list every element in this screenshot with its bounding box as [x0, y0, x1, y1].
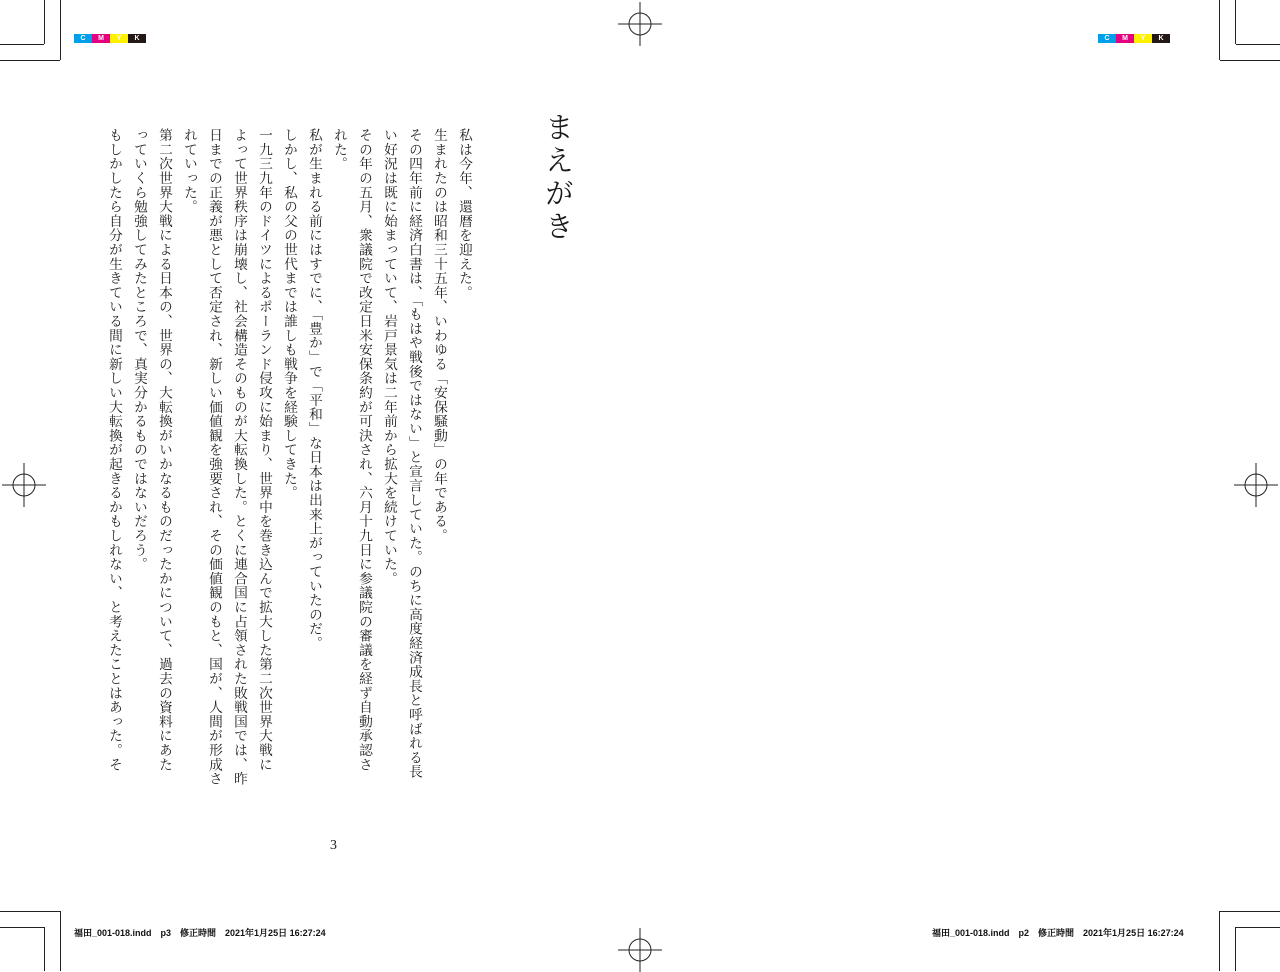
crop-mark: [0, 44, 44, 45]
registration-mark-icon: [1234, 463, 1278, 507]
cmyk-black: K: [128, 34, 146, 43]
crop-mark: [1235, 0, 1236, 44]
cmyk-yellow: Y: [1134, 34, 1152, 43]
cmyk-black: K: [1152, 34, 1170, 43]
cmyk-color-bar: [74, 34, 146, 43]
crop-mark: [44, 927, 45, 971]
cmyk-magenta: M: [92, 34, 110, 43]
body-column: 第二次世界大戦による日本の、世界の、大転換がいかなるものだったかについて、過去の資料にあた: [156, 128, 172, 772]
registration-mark-icon: [2, 463, 46, 507]
body-column: 日までの正義が悪として否定され、新しい価値観を強要され、その価値観のもと、国が、人間が形成さ: [206, 128, 222, 786]
crop-mark: [0, 927, 44, 928]
body-column: れた。: [331, 128, 347, 171]
crop-mark: [1236, 927, 1280, 928]
body-column: その年の五月、衆議院で改定日米安保条約が可決され、六月十九日に参議院の審議を経ず自動承認さ: [356, 128, 372, 772]
cmyk-yellow: Y: [110, 34, 128, 43]
cmyk-cyan: C: [74, 34, 92, 43]
body-column: もしかしたら自分が生きている間に新しい大転換が起きるかもしれない、と考えたことはあった。そ: [106, 128, 122, 772]
chapter-title: まえがき: [541, 112, 575, 244]
body-column: っていくら勉強してみたところで、真実分かるものではないだろう。: [131, 128, 147, 572]
body-column: 私が生まれる前にはすでに、「豊か」で「平和」な日本は出来上がっていたのだ。: [306, 128, 322, 651]
crop-mark: [1219, 911, 1220, 971]
crop-mark: [60, 0, 61, 60]
cmyk-color-bar: [1098, 34, 1170, 43]
body-column: その四年前に経済白書は、「もはや戦後ではない」と宣言していた。のちに高度経済成長と呼ばれる長: [406, 128, 422, 779]
crop-mark: [0, 60, 60, 61]
body-column: 一九三九年のドイツによるポーランド侵攻に始まり、世界中を巻き込んで拡大した第二次世界大戦に: [256, 128, 272, 772]
body-column: しかし、私の父の世代までは誰しも戦争を経験してきた。: [281, 128, 297, 500]
registration-mark-icon: [618, 928, 662, 972]
crop-mark: [44, 0, 45, 44]
body-column: 私は今年、還暦を迎えた。: [456, 128, 472, 300]
cmyk-magenta: M: [1116, 34, 1134, 43]
body-column: い好況は既に始まっていて、岩戸景気は二年前から拡大を続けていた。: [381, 128, 397, 586]
crop-mark: [1236, 44, 1280, 45]
crop-mark: [0, 911, 60, 912]
crop-mark: [1219, 0, 1220, 60]
slug-info-right: 福田_001-018.indd p2 修正時間 2021年1月25日 16:27:24: [932, 928, 1184, 938]
registration-mark-icon: [618, 2, 662, 46]
page-number: 3: [330, 838, 337, 853]
body-column: よって世界秩序は崩壊し、社会構造そのものが大転換した。とくに連合国に占領された敗戦国では、昨: [231, 128, 247, 786]
crop-mark: [1235, 927, 1236, 971]
cmyk-cyan: C: [1098, 34, 1116, 43]
slug-info-left: 福田_001-018.indd p3 修正時間 2021年1月25日 16:27:24: [74, 928, 326, 938]
body-column: 生まれたのは昭和三十五年、いわゆる「安保騒動」の年である。: [431, 128, 447, 543]
body-column: れていった。: [181, 128, 197, 214]
crop-mark: [60, 911, 61, 971]
crop-mark: [1220, 60, 1280, 61]
crop-mark: [1220, 911, 1280, 912]
